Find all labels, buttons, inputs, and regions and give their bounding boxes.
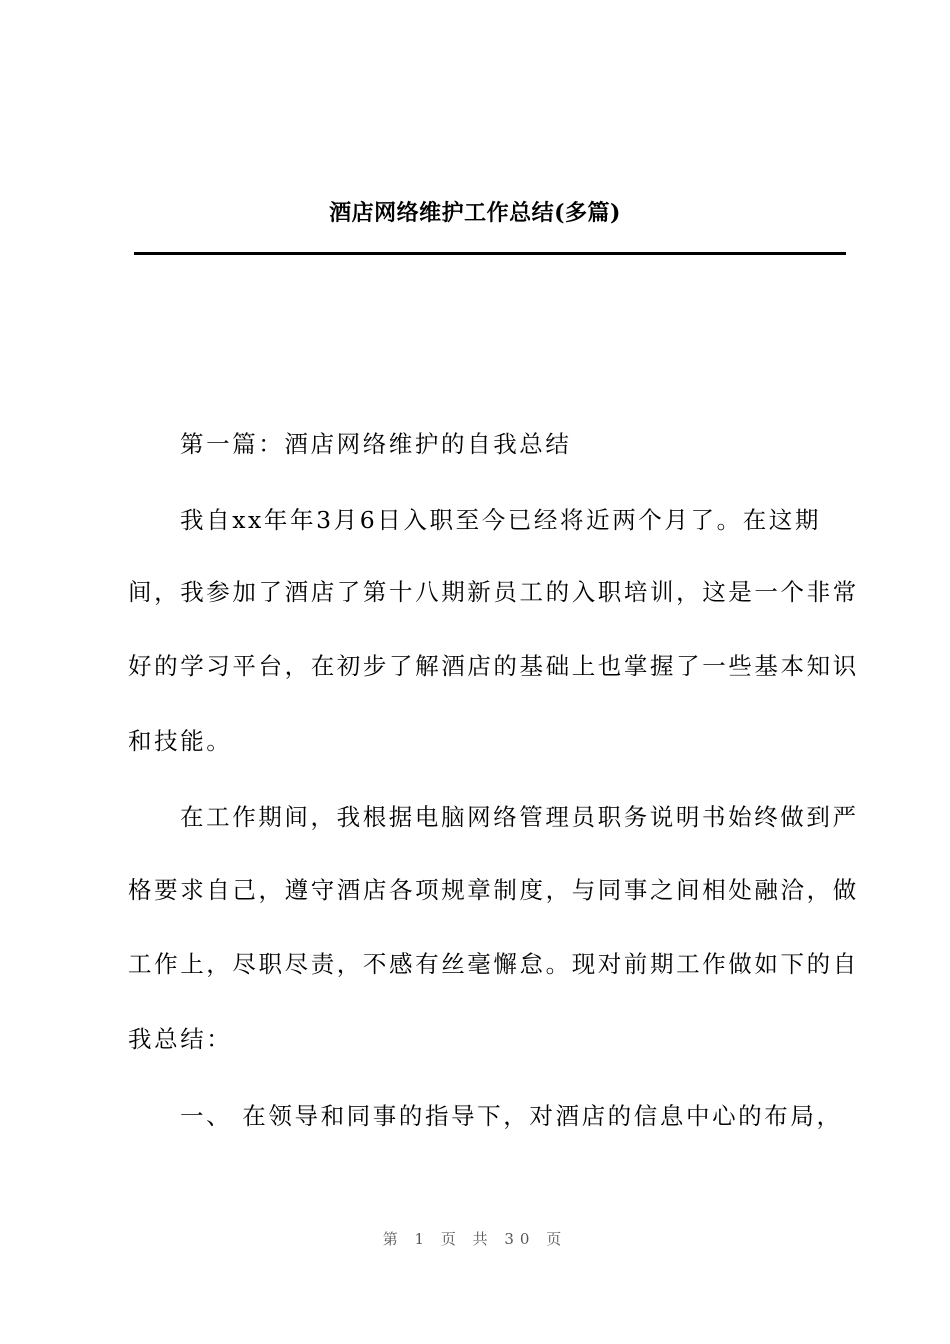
body-line: 我自xx年年3月6日入职至今已经将近两个月了。在这期 bbox=[180, 506, 822, 534]
body-line: 工作上，尽职尽责，不感有丝毫懈怠。现对前期工作做如下的自 bbox=[128, 950, 859, 978]
body-line: 我总结： bbox=[128, 1025, 233, 1053]
page-footer: 第 1 页 共 30 页 bbox=[382, 1230, 568, 1248]
title-divider bbox=[134, 252, 846, 255]
body-line: 间，我参加了酒店了第十八期新员工的入职培训，这是一个非常 bbox=[128, 578, 859, 606]
body-line: 一、 在领导和同事的指导下，对酒店的信息中心的布局， bbox=[180, 1102, 843, 1130]
document-title: 酒店网络维护工作总结(多篇) bbox=[329, 200, 621, 226]
body-line: 格要求自己，遵守酒店各项规章制度，与同事之间相处融洽，做 bbox=[128, 876, 859, 904]
body-line: 在工作期间，我根据电脑网络管理员职务说明书始终做到严 bbox=[180, 803, 859, 831]
body-line: 好的学习平台，在初步了解酒店的基础上也掌握了一些基本知识 bbox=[128, 652, 859, 680]
section-heading: 第一篇：酒店网络维护的自我总结 bbox=[180, 430, 572, 458]
body-line: 和技能。 bbox=[128, 727, 233, 755]
